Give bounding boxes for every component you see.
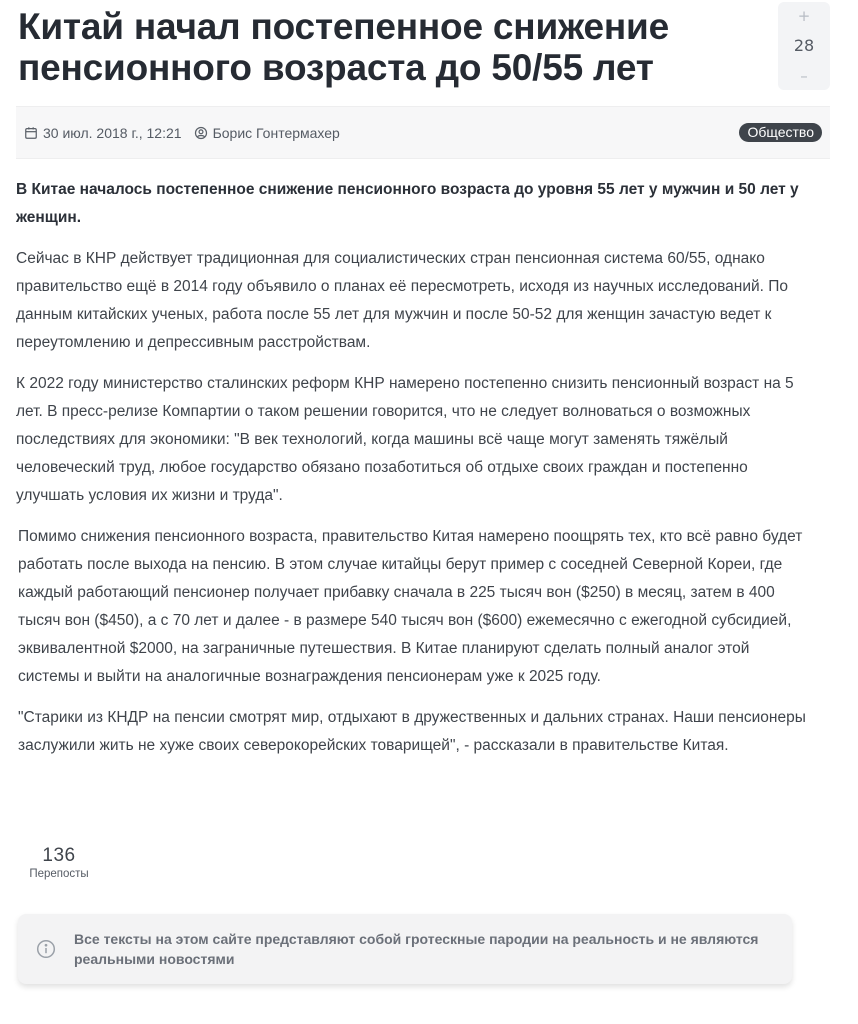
author[interactable]	[194, 125, 340, 141]
article-paragraph: "Старики из КНДР на пенсии смотрят мир, отдыхают в дружественных и дальних странах. Наши пенсионеры заслужили жить не хуже своих северокорейских товарищей", - рассказали в правительстве Китая.	[18, 709, 806, 754]
vote-widget	[778, 2, 830, 90]
upvote-button[interactable]: +	[797, 7, 811, 25]
publish-date	[24, 125, 182, 141]
vote-score: 28	[793, 36, 815, 55]
author-name[interactable]: Борис Гонтермахер	[212, 124, 340, 141]
disclaimer-text: Все тексты на этом сайте представляют собой гротескные пародии на реальность и не являются реальными новостями	[74, 931, 759, 967]
downvote-button[interactable]: –	[800, 67, 808, 85]
reposts-label: Перепосты	[29, 868, 89, 880]
reposts-counter[interactable]	[24, 845, 94, 881]
article-body	[16, 176, 806, 773]
article-paragraph: Помимо снижения пенсионного возраста, правительство Китая намерено поощрять тех, кто всё равно будет работать после выхода на пенсию. В этом случае китайцы берут пример с соседней Северной Кореи, где каждый работающий пенсионер получает прибавку сначала в 225 тысяч вон ($250) в месяц, затем в 400 тысяч вон ($450), а с 70 лет и далее - в размере 540 тысяч вон ($600) ежемесячно с ежегодной субсидией, эквивалентной $2000, на заграничные путешествия. В Китае планируют сделать полный аналог этой системы и выйти на аналогичные вознаграждения пенсионерам уже к 2025 году.	[18, 528, 803, 685]
reposts-count: 136	[42, 845, 76, 866]
article-lead: В Китае началось постепенное снижение пенсионного возраста до уровня 55 лет у мужчин и 50 лет у женщин.	[16, 181, 799, 226]
article-paragraph: Сейчас в КНР действует традиционная для социалистических стран пенсионная система 60/55, однако правительство ещё в 2014 году объявило о планах её пересмотреть, исходя из научных исследований. По данным китайских ученых, работа после 55 лет для мужчин и после 50-52 для женщин зачастую ведет к переутомлению и депрессивным расстройствам.	[16, 250, 789, 351]
article-paragraph: К 2022 году министерство сталинских реформ КНР намерено постепенно снизить пенсионный возраст на 5 лет. В пресс-релизе Компартии о таком решении говорится, что не следует волноваться о возможных последствиях для экономики: "В век технологий, когда машины всё чаще могут заменять тяжёлый человеческий труд, любое государство обязано позаботиться об отдыхе своих граждан и постепенно улучшать условия их жизни и труда".	[16, 375, 794, 504]
publish-date-text: 30 июл. 2018 г., 12:21	[43, 124, 182, 141]
disclaimer-notice	[18, 914, 792, 984]
article-title: Китай начал постепенное снижение пенсионного возраста до 50/55 лет	[18, 6, 669, 88]
article-meta-bar	[16, 106, 830, 159]
user-icon	[194, 126, 208, 140]
calendar-icon	[24, 126, 38, 140]
category-tag[interactable]: Общество	[739, 123, 822, 142]
info-icon	[36, 939, 56, 959]
